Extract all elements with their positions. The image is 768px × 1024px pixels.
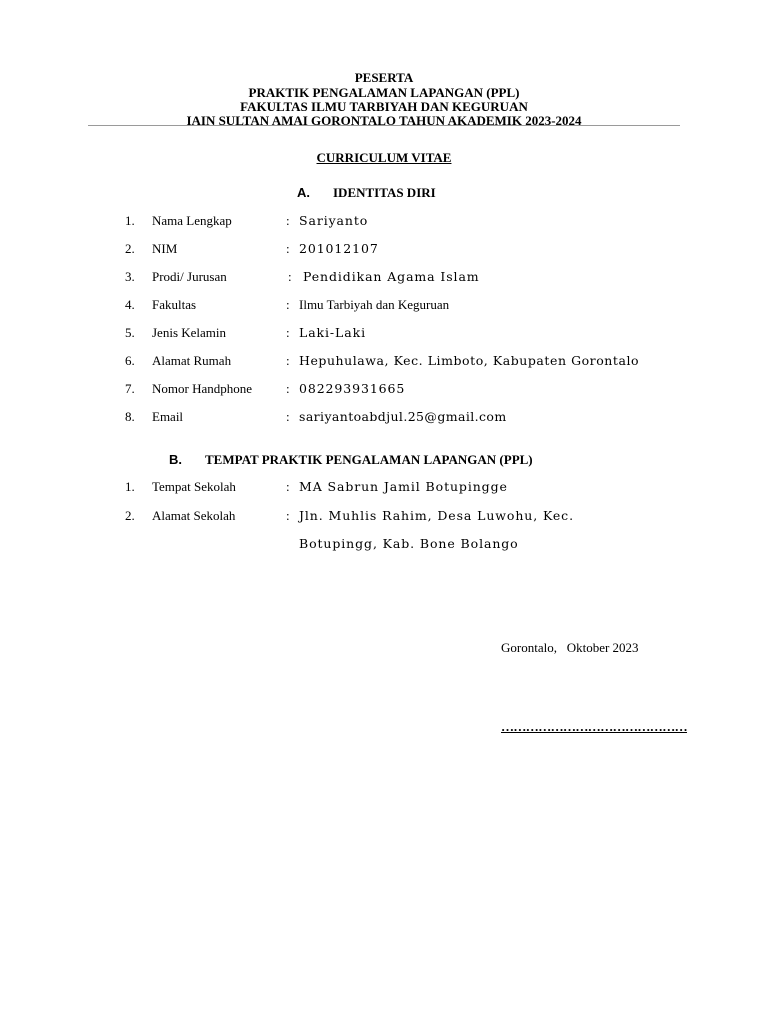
section-a-letter: A. [297,185,310,200]
row-number: 3. [125,269,135,284]
row-number: 2. [125,241,135,256]
row-label: Tempat Sekolah [152,479,236,494]
row-colon: : [286,213,290,228]
row-number: 1. [125,479,135,494]
row-colon: : [286,508,290,523]
row-value: Hepuhulawa, Kec. Limboto, Kabupaten Gorontalo [299,353,640,368]
row-label: Fakultas [152,297,197,312]
identity-row-gender [0,325,768,345]
row-value: MA Sabrun Jamil Botupingge [299,479,508,494]
row-value: Jln. Muhlis Rahim, Desa Luwohu, Kec. [299,508,574,523]
row-value: Pendidikan Agama Islam [303,269,480,284]
row-label: Jenis Kelamin [152,325,227,340]
identity-row-phone [0,381,768,401]
row-label: Email [152,409,184,424]
section-b-title: TEMPAT PRAKTIK PENGALAMAN LAPANGAN (PPL) [205,452,533,467]
row-colon: : [286,297,290,312]
ppl-row-school [0,479,768,499]
row-colon: : [286,409,290,424]
row-colon: : [286,479,290,494]
header-line-peserta: PESERTA [354,70,414,85]
row-label: Prodi/ Jurusan [152,269,227,284]
row-value: sariyantoabdjul.25@gmail.com [299,409,507,424]
row-number: 6. [125,353,135,368]
row-number: 1. [125,213,135,228]
row-colon: : [286,381,290,396]
ppl-row-school-address-cont [0,536,768,556]
row-value: Ilmu Tarbiyah dan Keguruan [299,297,450,312]
row-number: 7. [125,381,135,396]
identity-row-email [0,409,768,429]
section-a-title: IDENTITAS DIRI [333,185,436,200]
row-value-continued: Botupingg, Kab. Bone Bolango [299,536,519,551]
row-colon: : [286,241,290,256]
header-divider [88,125,680,126]
row-number: 2. [125,508,135,523]
header-line-ppl: PRAKTIK PENGALAMAN LAPANGAN (PPL) [248,85,520,100]
place-date: Gorontalo, Oktober 2023 [501,640,639,655]
row-value: Sariyanto [299,213,369,228]
row-value: 082293931665 [299,381,406,396]
row-number: 8. [125,409,135,424]
identity-row-name [0,213,768,233]
row-value: 201012107 [299,241,379,256]
identity-row-nim [0,241,768,261]
header-line-faculty: FAKULTAS ILMU TARBIYAH DAN KEGURUAN [240,99,528,114]
row-number: 5. [125,325,135,340]
ppl-row-school-address [0,508,768,528]
row-label: Alamat Sekolah [152,508,236,523]
row-label: NIM [152,241,178,256]
identity-row-prodi [0,269,768,289]
cv-title: CURRICULUM VITAE [316,150,452,165]
row-colon: : [286,325,290,340]
row-label: Nomor Handphone [152,381,253,396]
row-label: Alamat Rumah [152,353,232,368]
identity-row-faculty [0,297,768,317]
identity-row-address [0,353,768,373]
section-b-letter: B. [169,452,182,467]
row-label: Nama Lengkap [152,213,232,228]
row-number: 4. [125,297,135,312]
row-colon: : [288,269,292,284]
header-line-institution: IAIN SULTAN AMAI GORONTALO TAHUN AKADEMIK 2023-2024 [186,113,582,128]
row-colon: : [286,353,290,368]
row-value: Laki-Laki [299,325,366,340]
signature-line: ……………………………………… [501,719,688,734]
